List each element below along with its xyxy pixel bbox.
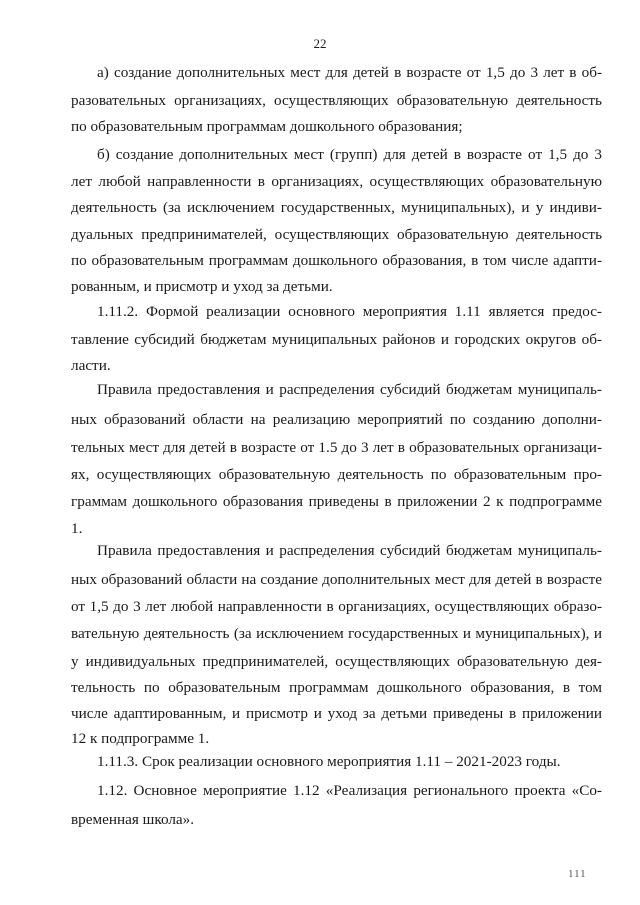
text-line: 1.11.3. Срок реализации основного мероприятия 1.11 – 2021-2023 годы. [97,753,561,770]
text-line: тельность по образовательным программам дошкольного образования, в том [71,679,602,696]
text-line: ях, осуществляющих образовательную деятельность по образовательным про- [71,466,602,483]
text-line: числе адаптированным, и присмотр и уход за детьми приведены в приложении [71,705,602,722]
text-line: деятельность (за исключением государственных, муниципальных), и у индиви- [71,199,602,216]
text-line: Правила предоставления и распределения субсидий бюджетам муниципаль- [97,542,602,559]
text-line: по образовательным программам дошкольного образования, в том числе адапти- [71,252,602,269]
text-line: 1.11.2. Формой реализации основного мероприятия 1.11 является предос- [97,303,602,320]
text-line: по образовательным программам дошкольного образования; [71,118,463,135]
page-number: 22 [313,36,327,51]
text-line: Правила предоставления и распределения субсидий бюджетам муниципаль- [97,381,602,398]
text-line: дуальных предпринимателей, осуществляющих образовательную деятельность [71,226,602,243]
text-line: лет любой направленности в организациях, осуществляющих образовательную [71,173,602,190]
text-line: рованным, и присмотр и уход за детьми. [71,278,333,295]
text-line: б) создание дополнительных мест (групп) для детей в возрасте от 1,5 до 3 [97,146,602,163]
text-line: ласти. [71,357,111,374]
text-line: от 1,5 до 3 лет любой направленности в организациях, осуществляющих образо- [71,598,602,615]
footer-mark: 111 [568,868,587,880]
text-line: разовательных организациях, осуществляющих образовательную деятельность [71,92,602,109]
text-line: 12 к подпрограмме 1. [71,730,210,747]
text-line: а) создание дополнительных мест для детей в возрасте от 1,5 до 3 лет в об- [97,64,602,81]
text-line: у индивидуальных предпринимателей, осуществляющих образовательную дея- [71,653,602,670]
text-line: ных образований области на создание дополнительных мест для детей в возрасте [71,571,602,588]
text-line: 1.12. Основное мероприятие 1.12 «Реализация регионального проекта «Со- [97,782,602,799]
text-line: 1. [71,520,83,537]
text-line: тельных мест для детей в возрасте от 1.5 до 3 лет в образовательных организаци- [71,439,602,456]
text-line: граммам дошкольного образования приведены в приложении 2 к подпрограмме [71,493,602,510]
text-line: ных образований области на реализацию мероприятий по созданию дополни- [71,411,602,428]
text-line: вательную деятельность (за исключением государственных и муниципальных), и [71,625,602,642]
text-line: временная школа». [71,811,195,828]
text-line: тавление субсидий бюджетам муниципальных районов и городских округов об- [71,331,602,348]
